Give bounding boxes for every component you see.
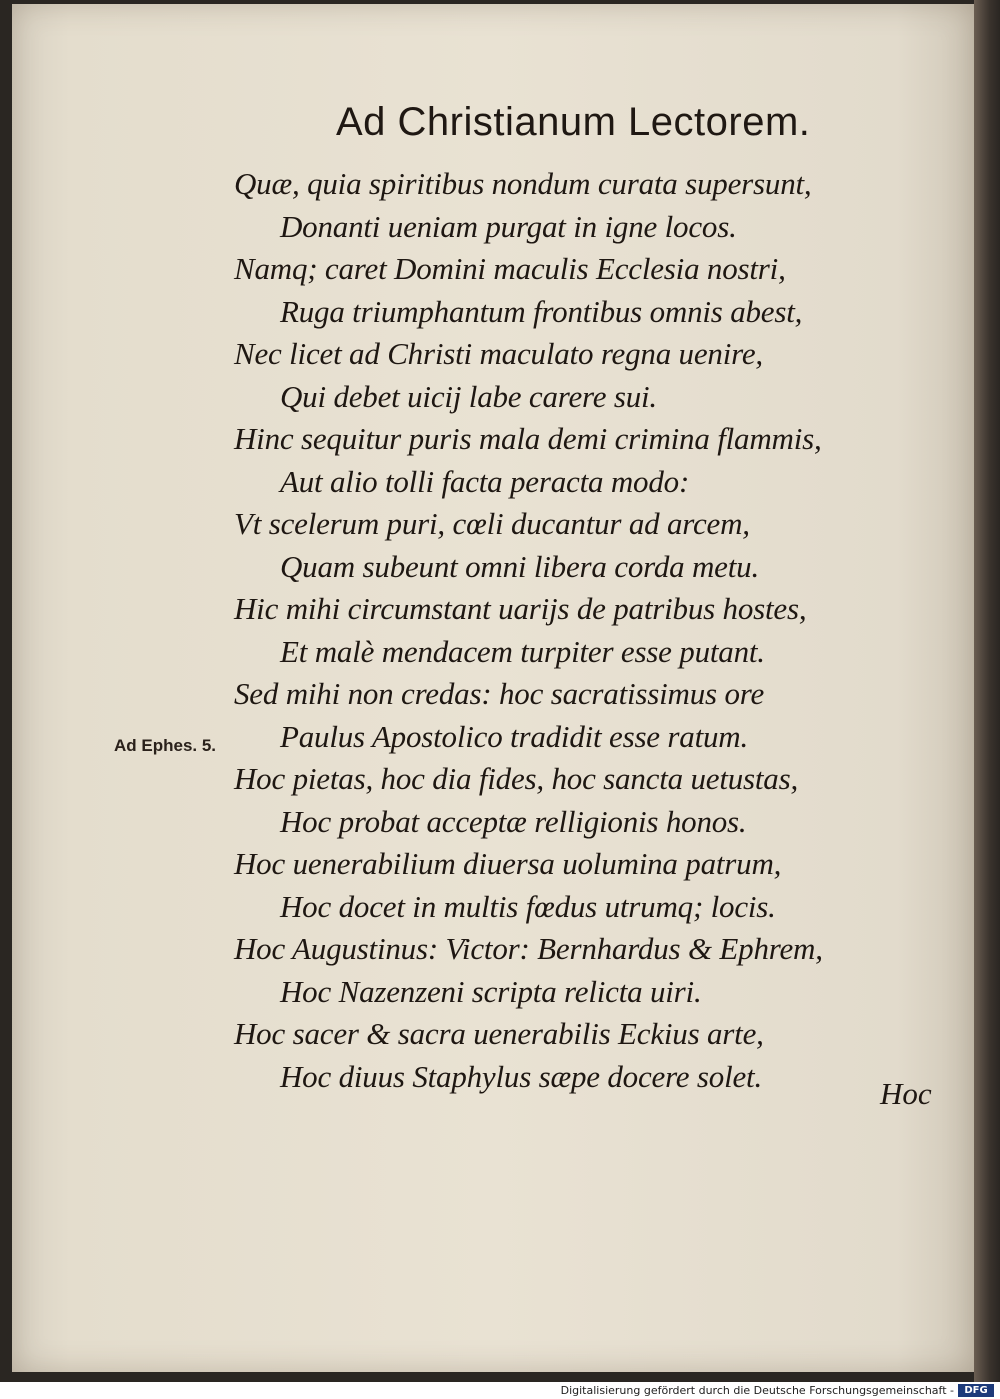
dfg-logo: DFG	[958, 1384, 994, 1397]
poem-line-pentameter: Qui debet uicij labe carere sui.	[280, 378, 657, 414]
poem-line-hexameter: Hic mihi circumstant uarijs de patribus hostes,	[234, 591, 807, 626]
poem-line-hexameter: Nec licet ad Christi maculato regna uenire,	[234, 336, 763, 371]
catchword: Hoc	[880, 1076, 932, 1111]
poem-line-pentameter: Et malè mendacem turpiter esse putant.	[280, 633, 765, 669]
poem-line-hexameter: Hoc sacer & sacra uenerabilis Eckius arte,	[234, 1016, 764, 1051]
poem-line-pentameter: Hoc Nazenzeni scripta relicta uiri.	[280, 973, 702, 1009]
poem-line-hexameter: Hoc Augustinus: Victor: Bernhardus & Ephrem,	[234, 931, 823, 966]
poem-line-pentameter: Paulus Apostolico tradidit esse ratum.	[280, 718, 749, 754]
footer-credit: Digitalisierung gefördert durch die Deutsche Forschungsgemeinschaft -	[560, 1384, 954, 1397]
poem-line-pentameter: Donanti ueniam purgat in igne locos.	[280, 208, 737, 244]
poem-line-hexameter: Quæ, quia spiritibus nondum curata supersunt,	[234, 166, 812, 201]
poem-line-pentameter: Aut alio tolli facta peracta modo:	[280, 463, 690, 499]
poem-line-hexameter: Sed mihi non credas: hoc sacratissimus ore	[234, 676, 765, 711]
poem-line-hexameter: Hoc uenerabilium diuersa uolumina patrum,	[234, 846, 782, 881]
poem-line-pentameter: Hoc probat acceptæ relligionis honos.	[280, 803, 747, 839]
page-title: Ad Christianum Lectorem.	[336, 100, 811, 144]
poem-line-hexameter: Vt scelerum puri, cœli ducantur ad arcem,	[234, 506, 750, 541]
poem-line-pentameter: Hoc diuus Staphylus sæpe docere solet.	[280, 1058, 763, 1094]
book-spine-edge	[974, 0, 1000, 1382]
poem-line-hexameter: Hinc sequitur puris mala demi crimina flammis,	[234, 421, 822, 456]
marginal-note: Ad Ephes. 5.	[114, 736, 217, 755]
poem-line-hexameter: Hoc pietas, hoc dia fides, hoc sancta uetustas,	[234, 761, 799, 796]
poem-line-pentameter: Hoc docet in multis fœdus utrumq; locis.	[280, 888, 776, 924]
poem-line-hexameter: Namq; caret Domini maculis Ecclesia nostri,	[234, 251, 786, 286]
poem-line-pentameter: Ruga triumphantum frontibus omnis abest,	[280, 293, 803, 329]
poem-line-pentameter: Quam subeunt omni libera corda metu.	[280, 548, 759, 584]
